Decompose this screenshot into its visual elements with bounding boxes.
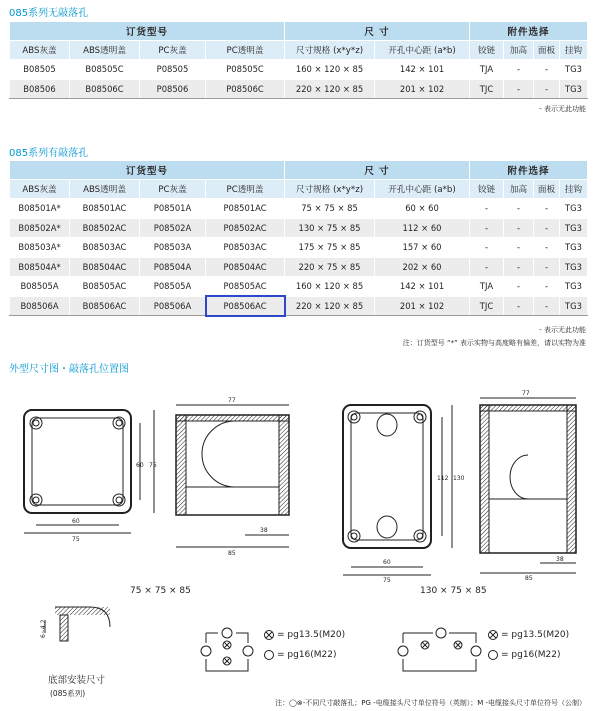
table2-footnote: 注：订货型号 “*” 表示实物与高度略有偏差，请以实物为准 bbox=[402, 339, 586, 347]
table-cell: B08502AC bbox=[70, 218, 140, 238]
col-header: ABS灰盖 bbox=[10, 180, 70, 199]
group-header-order: 订货型号 bbox=[10, 22, 285, 41]
table-cell: B08503AC bbox=[70, 238, 140, 258]
drawings-title: 外型尺寸图・敲落孔位置图 bbox=[9, 364, 129, 375]
table2-note: - 表示无此功能 bbox=[539, 326, 586, 334]
col-header: 开孔中心距 (a*b) bbox=[375, 41, 470, 60]
dim-left-38: 38 bbox=[260, 527, 268, 534]
table-cell: P08502A bbox=[140, 218, 206, 238]
drawings-footnote: 注：◯⊗-不同尺寸敲落孔；PG -电缆接头尺寸单位符号（英制）；M -电缆接头尺寸单位符号（公制） bbox=[275, 699, 586, 707]
table-cell: P08506A bbox=[140, 296, 206, 316]
table-cell: - bbox=[470, 218, 504, 238]
table-cell: - bbox=[534, 296, 560, 316]
table-cell: 202 × 60 bbox=[375, 257, 470, 277]
table-cell: 112 × 60 bbox=[375, 218, 470, 238]
table-cell: P08505A bbox=[140, 277, 206, 297]
col-header: 挂钩 bbox=[560, 41, 588, 60]
table-cell: TG3 bbox=[560, 257, 588, 277]
table-cell: - bbox=[534, 79, 560, 99]
legend-pg135: = pg13.5(M20) bbox=[277, 630, 346, 640]
col-header: ABS灰盖 bbox=[10, 41, 70, 60]
col-header: 开孔中心距 (a*b) bbox=[375, 180, 470, 199]
table-cell: 220 × 75 × 85 bbox=[285, 257, 375, 277]
table-cell: 60 × 60 bbox=[375, 199, 470, 219]
table-cell: P08505C bbox=[206, 60, 285, 80]
col-header: PC灰盖 bbox=[140, 180, 206, 199]
table-row bbox=[10, 199, 588, 219]
table-cell: B08506C bbox=[70, 79, 140, 99]
table-cell: B08503A* bbox=[10, 238, 70, 258]
section1-title: 085系列无敲落孔 bbox=[9, 8, 89, 19]
table-cell: 175 × 75 × 85 bbox=[285, 238, 375, 258]
table-row bbox=[10, 257, 588, 277]
table-cell: B08504A* bbox=[10, 257, 70, 277]
right-side-view bbox=[480, 398, 576, 573]
table-cell: - bbox=[504, 60, 534, 80]
dim-right-60: 60 bbox=[383, 559, 391, 566]
dim-left-85: 85 bbox=[228, 550, 236, 557]
table-cell: - bbox=[504, 218, 534, 238]
table-cell: TG3 bbox=[560, 296, 588, 316]
table-cell: TJA bbox=[470, 60, 504, 80]
column-header-row bbox=[10, 180, 588, 199]
knockout-circle-icon bbox=[489, 651, 498, 660]
table-cell: P08501AC bbox=[206, 199, 285, 219]
dim-right-75: 75 bbox=[383, 577, 391, 584]
col-header: PC透明盖 bbox=[206, 180, 285, 199]
table-cell: P08504AC bbox=[206, 257, 285, 277]
table-cell: P08501A bbox=[140, 199, 206, 219]
dim-right-85: 85 bbox=[525, 575, 533, 582]
table1-note: - 表示无此功能 bbox=[539, 105, 586, 113]
table-cell: P08505 bbox=[140, 60, 206, 80]
table-cell: 157 × 60 bbox=[375, 238, 470, 258]
table-row bbox=[10, 60, 588, 80]
table-cell: B08504AC bbox=[70, 257, 140, 277]
group-header-accessory: 附件选择 bbox=[470, 161, 588, 180]
col-header: PC透明盖 bbox=[206, 41, 285, 60]
table-cell: 142 × 101 bbox=[375, 60, 470, 80]
table-row bbox=[10, 238, 588, 258]
knockout-diagram-right bbox=[398, 628, 481, 671]
dim-left-77: 77 bbox=[228, 397, 236, 404]
col-header: ABS透明盖 bbox=[70, 41, 140, 60]
spec-table-with-knockouts bbox=[9, 160, 588, 316]
knockout-diagram-left bbox=[201, 628, 253, 671]
table-cell: B08505C bbox=[70, 60, 140, 80]
table-cell: 75 × 75 × 85 bbox=[285, 199, 375, 219]
table-cell: 142 × 101 bbox=[375, 277, 470, 297]
table-cell: P08503AC bbox=[206, 238, 285, 258]
table-cell: TJC bbox=[470, 79, 504, 99]
table-cell: B08506A bbox=[10, 296, 70, 316]
table-cell: - bbox=[534, 238, 560, 258]
col-header: 面板 bbox=[534, 41, 560, 60]
table-cell: - bbox=[470, 199, 504, 219]
table-cell: - bbox=[504, 277, 534, 297]
table-cell: - bbox=[504, 199, 534, 219]
table-cell: 201 × 102 bbox=[375, 296, 470, 316]
table-cell: TG3 bbox=[560, 199, 588, 219]
table-cell: 160 × 120 × 85 bbox=[285, 277, 375, 297]
table-cell: 160 × 120 × 85 bbox=[285, 60, 375, 80]
section2-title: 085系列有敲落孔 bbox=[9, 148, 89, 159]
table-cell: - bbox=[504, 238, 534, 258]
group-header-order: 订货型号 bbox=[10, 161, 285, 180]
table-cell: 220 × 120 × 85 bbox=[285, 79, 375, 99]
col-header: 加高 bbox=[504, 41, 534, 60]
dim-right-38: 38 bbox=[556, 556, 564, 563]
legend-pg135-right: = pg13.5(M20) bbox=[501, 630, 570, 640]
col-header: 尺寸规格 (x*y*z) bbox=[285, 180, 375, 199]
table-row bbox=[10, 218, 588, 238]
table-cell: - bbox=[534, 218, 560, 238]
table-cell: B08501A* bbox=[10, 199, 70, 219]
table-cell: TG3 bbox=[560, 277, 588, 297]
legend-pg16: = pg16(M22) bbox=[277, 650, 337, 660]
table-cell: TG3 bbox=[560, 238, 588, 258]
spec-table-no-knockouts bbox=[9, 21, 588, 99]
table-row bbox=[10, 79, 588, 99]
left-top-view bbox=[24, 410, 154, 533]
table-cell: TG3 bbox=[560, 218, 588, 238]
table-cell: TG3 bbox=[560, 79, 588, 99]
group-header-accessory: 附件选择 bbox=[470, 22, 588, 41]
table-cell: - bbox=[504, 79, 534, 99]
table-cell: - bbox=[534, 199, 560, 219]
knockout-circle-icon bbox=[265, 651, 274, 660]
table-cell: P08504A bbox=[140, 257, 206, 277]
table-cell: B08506AC bbox=[70, 296, 140, 316]
mounting-detail bbox=[45, 607, 110, 641]
table-cell: - bbox=[534, 60, 560, 80]
col-header: 铰链 bbox=[470, 180, 504, 199]
dim-right-112: 112 bbox=[437, 475, 449, 482]
dim-right-77: 77 bbox=[522, 390, 530, 397]
table-cell: - bbox=[470, 238, 504, 258]
dim-left-60-h: 60 bbox=[72, 518, 80, 525]
dim-left-75-v: 75 bbox=[149, 462, 157, 469]
table-cell: 201 × 102 bbox=[375, 79, 470, 99]
col-header: ABS透明盖 bbox=[70, 180, 140, 199]
col-header: 面板 bbox=[534, 180, 560, 199]
col-header: 加高 bbox=[504, 180, 534, 199]
table-cell: B08505AC bbox=[70, 277, 140, 297]
table-cell: 220 × 120 × 85 bbox=[285, 296, 375, 316]
dim-right-130: 130 bbox=[453, 475, 465, 482]
group-header-size: 尺 寸 bbox=[285, 161, 470, 180]
table-cell: - bbox=[470, 257, 504, 277]
dimension-drawings bbox=[0, 375, 595, 711]
dim-left-60-v: 60 bbox=[136, 462, 144, 469]
table-cell: - bbox=[534, 257, 560, 277]
mount-dim: 6~4.2 bbox=[40, 619, 47, 638]
left-side-view bbox=[176, 405, 289, 547]
table-cell: B08506 bbox=[10, 79, 70, 99]
col-header: 铰链 bbox=[470, 41, 504, 60]
table-cell: B08501AC bbox=[70, 199, 140, 219]
column-header-row bbox=[10, 41, 588, 60]
table-cell: P08506C bbox=[206, 79, 285, 99]
selected-cell-p08506ac[interactable]: P08506AC bbox=[206, 296, 285, 316]
right-top-view bbox=[343, 405, 452, 575]
table-row bbox=[10, 296, 588, 316]
left-drawing-caption: 75 × 75 × 85 bbox=[130, 586, 191, 596]
table-cell: P08506 bbox=[140, 79, 206, 99]
table-cell: TJC bbox=[470, 296, 504, 316]
col-header: 尺寸规格 (x*y*z) bbox=[285, 41, 375, 60]
table-cell: TJA bbox=[470, 277, 504, 297]
right-drawing-caption: 130 × 75 × 85 bbox=[420, 586, 487, 596]
table-cell: B08502A* bbox=[10, 218, 70, 238]
table-cell: B08505 bbox=[10, 60, 70, 80]
table-cell: P08502AC bbox=[206, 218, 285, 238]
table-cell: P08505AC bbox=[206, 277, 285, 297]
table-cell: - bbox=[504, 296, 534, 316]
col-header: PC灰盖 bbox=[140, 41, 206, 60]
table-cell: P08503A bbox=[140, 238, 206, 258]
dim-left-75-h: 75 bbox=[72, 536, 80, 543]
mount-sublabel: (085系列) bbox=[50, 689, 86, 698]
col-header: 挂钩 bbox=[560, 180, 588, 199]
table-cell: TG3 bbox=[560, 60, 588, 80]
group-header-size: 尺 寸 bbox=[285, 22, 470, 41]
table-row bbox=[10, 277, 588, 297]
table-cell: - bbox=[504, 257, 534, 277]
legend-pg16-right: = pg16(M22) bbox=[501, 650, 561, 660]
mount-label: 底部安装尺寸 bbox=[48, 675, 106, 686]
table-cell: - bbox=[534, 277, 560, 297]
table-cell: B08505A bbox=[10, 277, 70, 297]
table-cell: 130 × 75 × 85 bbox=[285, 218, 375, 238]
